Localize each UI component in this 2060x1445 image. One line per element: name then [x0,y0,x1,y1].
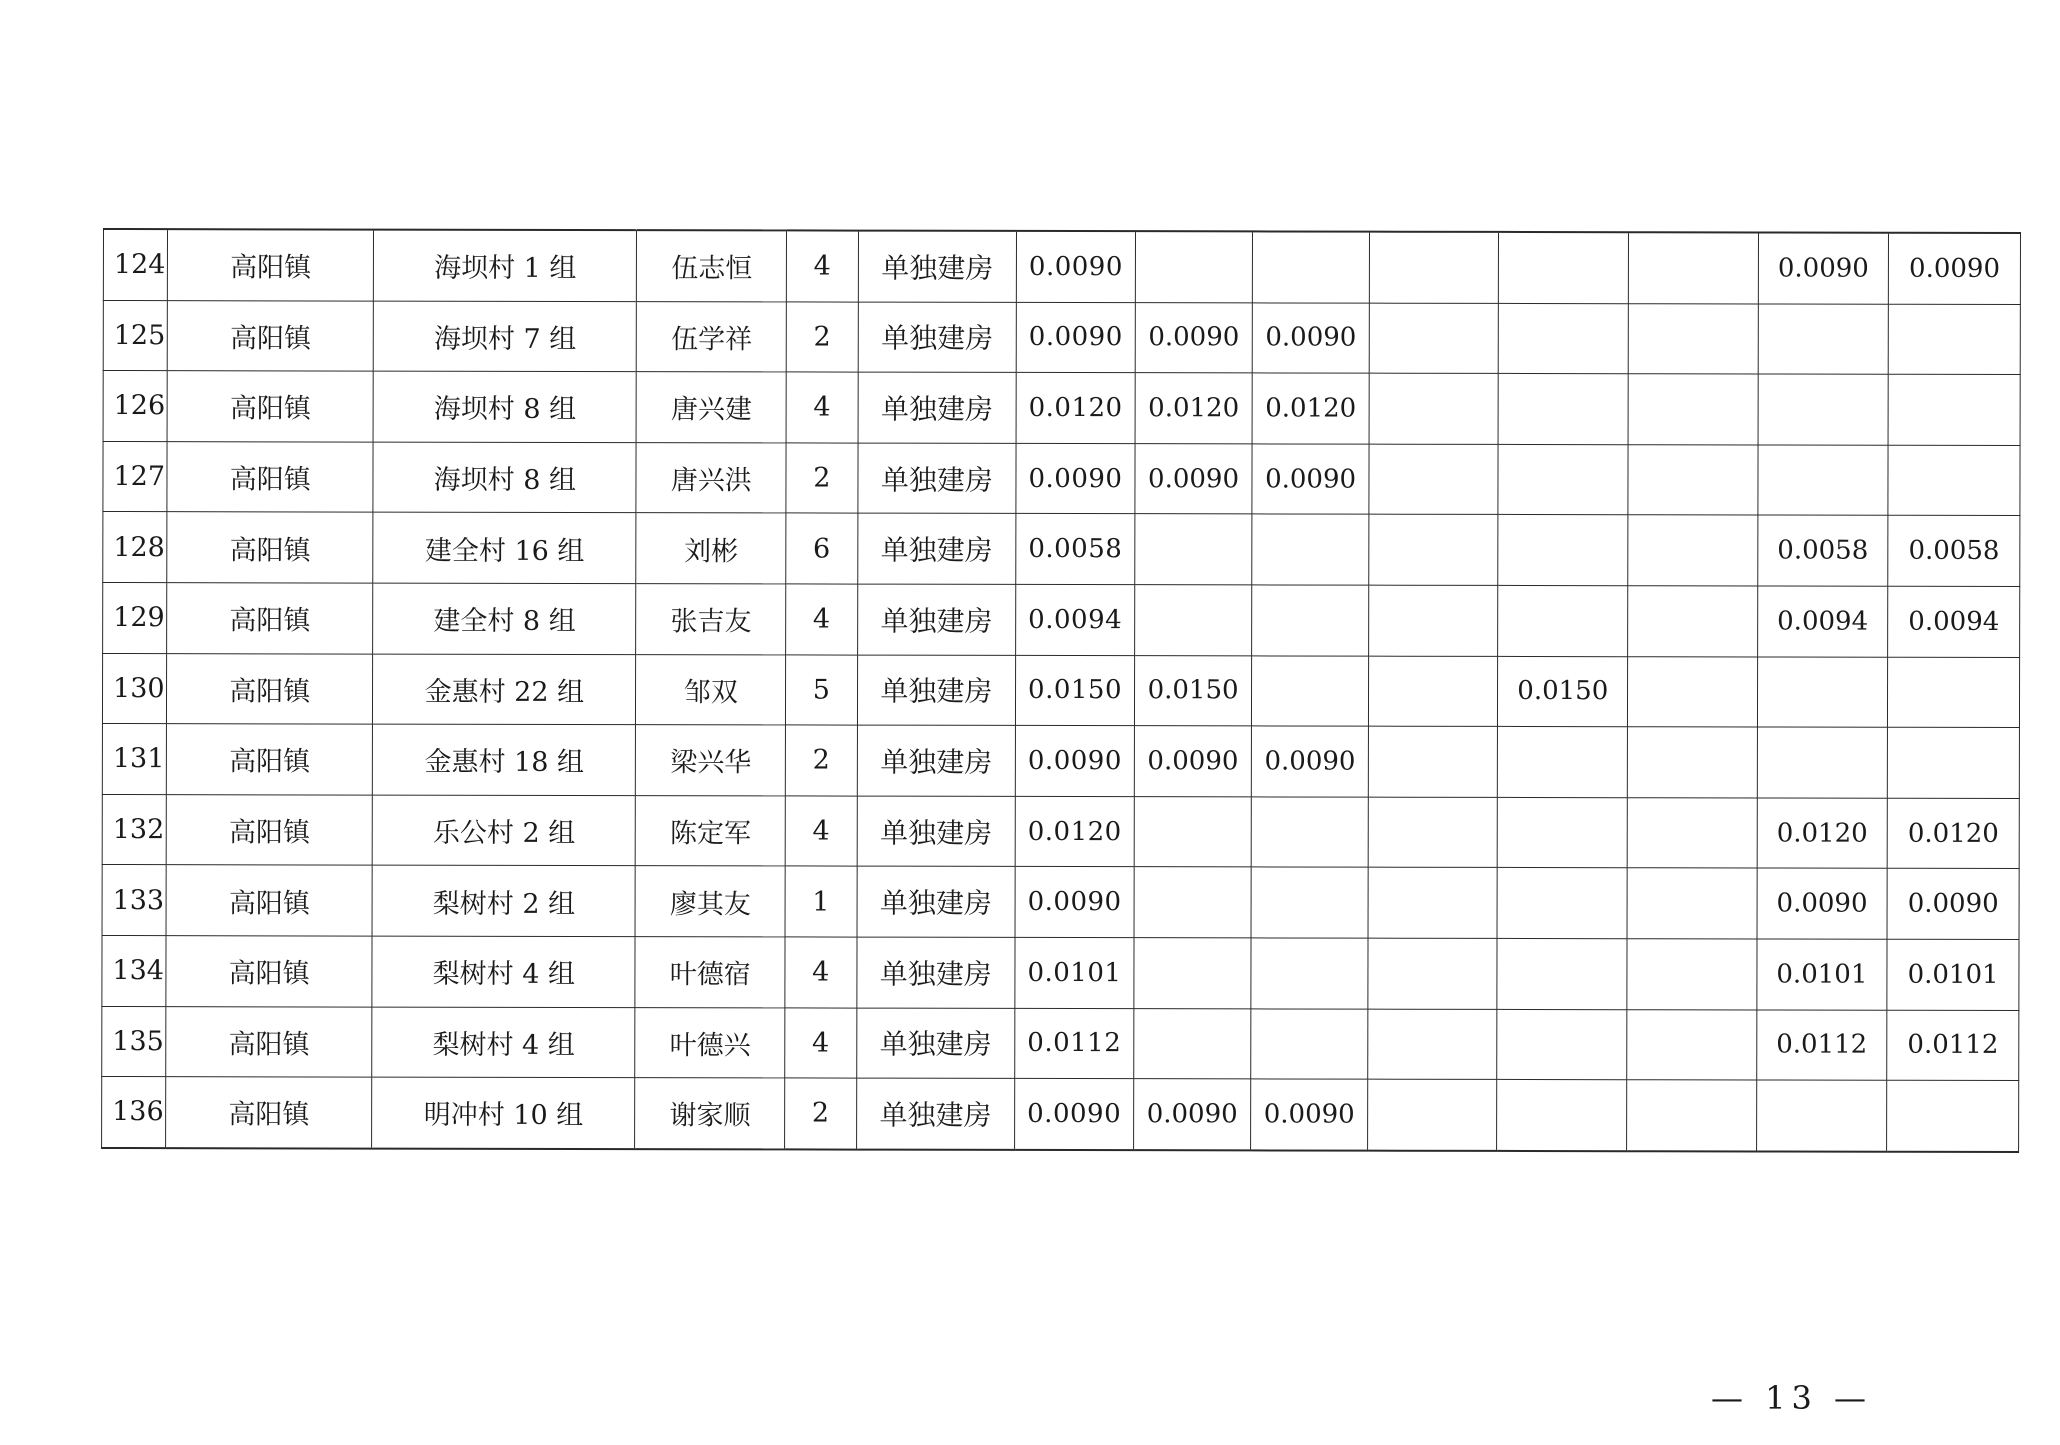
cell-household-size: 4 [786,372,857,443]
page-number: — 13 — [1710,1379,1872,1417]
cell-area-col-5 [1628,374,1758,445]
cell-area-col-2 [1251,1008,1368,1079]
table-row [103,441,2020,516]
table-body [102,229,2021,1152]
cell-town: 高阳镇 [167,583,373,654]
cell-village-group: 建全村 8 组 [373,583,636,654]
cell-build-type: 单独建房 [858,372,1017,443]
cell-area-col-5 [1627,1009,1757,1080]
cell-area-col-6 [1758,445,1889,516]
cell-area-col-1 [1134,938,1252,1009]
cell-build-type: 单独建房 [857,443,1016,514]
cell-village-group: 金惠村 22 组 [373,654,636,725]
cell-area-col-6: 0.0120 [1757,798,1888,869]
cell-town: 高阳镇 [166,1006,372,1077]
cell-area-col-5 [1627,797,1757,868]
table-row [102,1077,2019,1152]
table-row [103,300,2020,375]
cell-serial-number: 128 [103,512,167,583]
cell-area-col-4 [1497,868,1627,939]
cell-applicant-name: 邹双 [636,654,786,725]
cell-area-col-3 [1368,656,1498,727]
cell-applicant-name: 唐兴洪 [636,442,786,513]
cell-area-col-1: 0.0090 [1134,726,1252,797]
cell-area-col-1 [1134,867,1252,938]
cell-serial-number: 127 [103,441,167,512]
cell-area-col-6 [1758,304,1889,375]
cell-build-type: 单独建房 [856,937,1015,1008]
cell-area-col-7: 0.0112 [1887,1010,2019,1081]
cell-area-col-1: 0.0120 [1135,373,1253,444]
cell-household-size: 4 [786,584,857,655]
table-row [102,653,2019,728]
cell-applicant-name: 伍志恒 [637,230,787,301]
cell-area-col-3 [1368,1009,1498,1080]
cell-town: 高阳镇 [167,300,373,371]
cell-area-col-2 [1252,655,1369,726]
cell-area-col-2: 0.0120 [1252,373,1369,444]
cell-area-col-3 [1369,515,1499,586]
cell-serial-number: 134 [102,935,166,1006]
cell-area-col-4 [1497,1080,1627,1151]
cell-applicant-name: 唐兴建 [637,372,787,443]
cell-area-col-7 [1888,304,2020,375]
cell-village-group: 明冲村 10 组 [372,1077,635,1149]
cell-area-col-4 [1499,374,1629,445]
cell-town: 高阳镇 [166,1077,372,1149]
cell-village-group: 海坝村 7 组 [373,301,636,372]
cell-applicant-name: 谢家顺 [635,1078,785,1149]
cell-village-group: 乐公村 2 组 [372,795,635,866]
cell-serial-number: 130 [102,653,166,724]
table-row [102,724,2019,799]
cell-total-area: 0.0101 [1015,937,1134,1008]
cell-serial-number: 132 [102,794,166,865]
cell-area-col-1: 0.0090 [1133,1079,1251,1150]
cell-area-col-7 [1887,1080,2019,1151]
cell-area-col-1 [1135,514,1253,585]
cell-area-col-6: 0.0101 [1757,939,1888,1010]
table-row [103,371,2020,446]
cell-area-col-3 [1369,303,1499,374]
cell-area-col-7 [1888,374,2020,445]
cell-area-col-4 [1498,444,1628,515]
cell-village-group: 建全村 16 组 [373,512,636,583]
cell-town: 高阳镇 [167,441,373,512]
cell-serial-number: 129 [103,582,167,653]
table-row [103,229,2020,304]
cell-build-type: 单独建房 [857,584,1016,655]
cell-total-area: 0.0058 [1016,514,1135,585]
cell-area-col-3 [1368,938,1498,1009]
cell-applicant-name: 叶德宿 [635,937,785,1008]
cell-area-col-7: 0.0101 [1887,939,2019,1010]
table-row [102,794,2019,869]
cell-area-col-6 [1756,1080,1887,1151]
cell-applicant-name: 廖其友 [636,866,786,937]
cell-total-area: 0.0120 [1015,796,1134,867]
cell-household-size: 6 [786,513,857,584]
land-use-table [101,228,2021,1153]
cell-area-col-4 [1499,232,1629,303]
cell-area-col-2: 0.0090 [1251,1079,1368,1150]
cell-area-col-4 [1497,938,1627,1009]
cell-area-col-3 [1368,585,1498,656]
cell-total-area: 0.0090 [1016,443,1135,514]
cell-area-col-3 [1367,1079,1497,1150]
cell-serial-number: 131 [102,724,166,795]
cell-area-col-5 [1628,515,1758,586]
cell-applicant-name: 梁兴华 [636,725,786,796]
cell-household-size: 4 [787,230,858,301]
cell-area-col-7: 0.0058 [1888,516,2020,587]
cell-area-col-3 [1368,867,1498,938]
cell-build-type: 单独建房 [858,302,1017,373]
cell-build-type: 单独建房 [857,513,1016,584]
cell-town: 高阳镇 [166,794,372,865]
cell-build-type: 单独建房 [856,1078,1015,1149]
cell-applicant-name: 陈定军 [636,795,786,866]
cell-area-col-4 [1499,303,1629,374]
cell-total-area: 0.0090 [1016,302,1135,373]
cell-area-col-3 [1369,232,1499,303]
cell-town: 高阳镇 [167,512,373,583]
cell-area-col-5 [1627,1080,1757,1151]
cell-area-col-5 [1628,232,1758,303]
cell-area-col-4 [1498,515,1628,586]
cell-village-group: 梨树村 4 组 [372,1007,635,1078]
cell-total-area: 0.0150 [1016,655,1135,726]
cell-area-col-4: 0.0150 [1498,656,1628,727]
cell-area-col-2 [1252,585,1369,656]
cell-area-col-6: 0.0090 [1758,232,1889,303]
cell-area-col-6 [1757,657,1888,728]
cell-area-col-3 [1369,373,1499,444]
cell-area-col-2: 0.0090 [1253,303,1370,374]
cell-area-col-3 [1368,797,1498,868]
cell-area-col-3 [1368,726,1498,797]
cell-town: 高阳镇 [168,229,374,301]
cell-serial-number: 133 [102,865,166,936]
cell-area-col-5 [1627,868,1757,939]
cell-build-type: 单独建房 [858,231,1017,302]
table-row [102,1006,2019,1081]
cell-household-size: 4 [785,937,856,1008]
cell-area-col-7 [1888,445,2020,516]
cell-build-type: 单独建房 [857,655,1016,726]
cell-household-size: 2 [785,725,856,796]
cell-area-col-5 [1628,444,1758,515]
cell-serial-number: 126 [103,371,167,442]
cell-serial-number: 124 [103,229,167,300]
cell-area-col-1 [1134,585,1252,656]
cell-area-col-1: 0.0090 [1135,443,1253,514]
cell-village-group: 梨树村 4 组 [372,936,635,1007]
cell-area-col-4 [1498,727,1628,798]
cell-area-col-7 [1888,657,2020,728]
cell-area-col-6 [1758,374,1889,445]
cell-area-col-1 [1134,1008,1252,1079]
cell-household-size: 1 [785,866,856,937]
cell-build-type: 单独建房 [856,1008,1015,1079]
cell-area-col-5 [1627,939,1757,1010]
table-row [102,865,2019,940]
cell-build-type: 单独建房 [857,796,1016,867]
cell-build-type: 单独建房 [857,866,1016,937]
cell-area-col-6: 0.0094 [1757,586,1888,657]
cell-area-col-7: 0.0094 [1888,586,2020,657]
cell-area-col-2: 0.0090 [1252,726,1369,797]
cell-household-size: 5 [786,654,857,725]
cell-town: 高阳镇 [167,724,373,795]
cell-area-col-2 [1251,867,1368,938]
cell-area-col-1: 0.0150 [1134,655,1252,726]
cell-area-col-5 [1628,586,1758,657]
cell-household-size: 4 [785,796,856,867]
cell-area-col-6: 0.0058 [1757,515,1888,586]
cell-village-group: 海坝村 8 组 [373,442,636,513]
cell-total-area: 0.0094 [1016,584,1135,655]
cell-household-size: 2 [785,1078,856,1149]
cell-area-col-7 [1888,727,2020,798]
cell-area-col-5 [1627,727,1757,798]
cell-area-col-4 [1498,797,1628,868]
cell-total-area: 0.0112 [1015,1008,1134,1079]
table-row [102,935,2019,1010]
cell-area-col-1 [1134,796,1252,867]
cell-area-col-2: 0.0090 [1252,444,1369,515]
cell-area-col-7: 0.0090 [1889,233,2021,304]
cell-applicant-name: 张吉友 [636,584,786,655]
cell-serial-number: 135 [102,1006,166,1077]
cell-total-area: 0.0120 [1016,373,1135,444]
cell-area-col-5 [1628,303,1758,374]
cell-household-size: 2 [786,443,857,514]
cell-area-col-3 [1369,444,1499,515]
cell-town: 高阳镇 [166,936,372,1007]
cell-household-size: 4 [785,1007,856,1078]
cell-area-col-2 [1251,938,1368,1009]
cell-serial-number: 125 [103,300,167,371]
cell-household-size: 2 [786,302,857,373]
cell-applicant-name: 叶德兴 [635,1007,785,1078]
cell-area-col-6 [1757,727,1888,798]
cell-area-col-6: 0.0112 [1756,1009,1887,1080]
cell-area-col-7: 0.0090 [1887,869,2019,940]
cell-area-col-1 [1135,231,1253,302]
cell-village-group: 梨树村 2 组 [372,865,635,936]
cell-total-area: 0.0090 [1017,231,1136,302]
cell-total-area: 0.0090 [1016,726,1135,797]
cell-area-col-2 [1251,797,1368,868]
cell-build-type: 单独建房 [857,725,1016,796]
cell-total-area: 0.0090 [1015,1079,1134,1150]
cell-area-col-4 [1498,585,1628,656]
cell-town: 高阳镇 [167,653,373,724]
cell-total-area: 0.0090 [1015,867,1134,938]
cell-village-group: 海坝村 1 组 [374,230,637,302]
cell-applicant-name: 刘彬 [636,513,786,584]
cell-town: 高阳镇 [167,371,373,442]
cell-village-group: 金惠村 18 组 [373,724,636,795]
table-row [103,582,2020,657]
cell-serial-number: 136 [102,1077,166,1148]
cell-area-col-6: 0.0090 [1757,868,1888,939]
table-row [103,512,2020,587]
cell-area-col-2 [1252,514,1369,585]
cell-area-col-1: 0.0090 [1135,302,1253,373]
cell-applicant-name: 伍学祥 [637,301,787,372]
cell-village-group: 海坝村 8 组 [373,371,636,442]
cell-area-col-2 [1253,231,1370,302]
cell-area-col-5 [1628,656,1758,727]
cell-area-col-7: 0.0120 [1887,798,2019,869]
cell-town: 高阳镇 [166,865,372,936]
cell-area-col-4 [1497,1009,1627,1080]
